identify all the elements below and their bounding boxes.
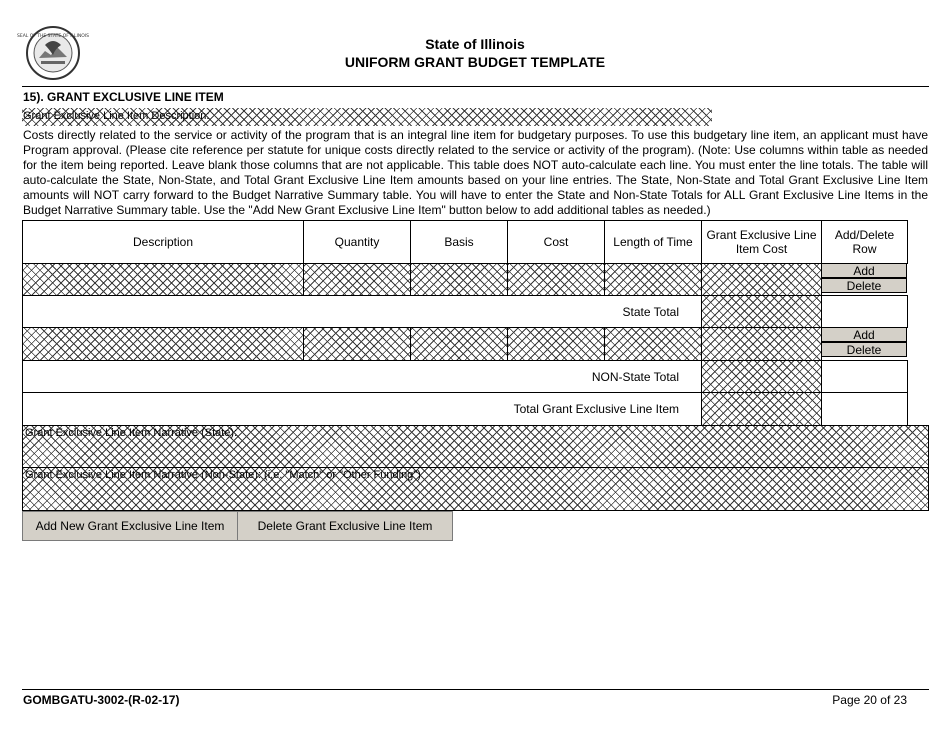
- nonstate-length-input[interactable]: [604, 327, 702, 361]
- state-line-item-cost-input[interactable]: [701, 263, 822, 296]
- state-seal-logo: [16, 25, 90, 81]
- footer-rule: [22, 689, 929, 690]
- state-total-label: State Total: [22, 295, 702, 328]
- form-id: GOMBGATU-3002-(R-02-17): [23, 693, 180, 707]
- grand-total-label: Total Grant Exclusive Line Item: [22, 392, 702, 426]
- description-field-label: Grant Exclusive Line Item Description:: [23, 110, 210, 122]
- state-heading: State of Illinois: [425, 36, 525, 52]
- seal-text: SEAL OF THE STATE OF ILLINOIS: [16, 34, 90, 39]
- nonstate-cost-input[interactable]: [507, 327, 605, 361]
- state-add-row-button[interactable]: Add: [821, 263, 907, 278]
- state-narrative-label: Grant Exclusive Line Item Narrative (State):: [25, 427, 238, 439]
- nonstate-narrative-input[interactable]: [22, 467, 929, 511]
- add-new-line-item-button[interactable]: Add New Grant Exclusive Line Item: [22, 511, 238, 541]
- state-description-input[interactable]: [22, 263, 304, 296]
- nonstate-total-value: [701, 360, 822, 393]
- state-narrative-input[interactable]: [22, 425, 929, 468]
- grand-total-empty-cell: [821, 392, 908, 426]
- state-cost-input[interactable]: [507, 263, 605, 296]
- nonstate-total-label: NON-State Total: [22, 360, 702, 393]
- nonstate-quantity-input[interactable]: [303, 327, 411, 361]
- col-header-add-delete: Add/Delete Row: [821, 220, 908, 264]
- col-header-basis: Basis: [410, 220, 508, 264]
- col-header-quantity: Quantity: [303, 220, 411, 264]
- nonstate-total-empty-cell: [821, 360, 908, 393]
- nonstate-basis-input[interactable]: [410, 327, 508, 361]
- col-header-length-of-time: Length of Time: [604, 220, 702, 264]
- state-total-value: [701, 295, 822, 328]
- header-rule: [22, 86, 929, 87]
- nonstate-delete-row-button[interactable]: Delete: [821, 342, 907, 357]
- state-quantity-input[interactable]: [303, 263, 411, 296]
- nonstate-narrative-label: Grant Exclusive Line Item Narrative (Non-State): (i.e. "Match" or "Other Funding"): [25, 469, 421, 481]
- nonstate-description-input[interactable]: [22, 327, 304, 361]
- state-length-input[interactable]: [604, 263, 702, 296]
- state-delete-row-button[interactable]: Delete: [821, 278, 907, 293]
- template-title: UNIFORM GRANT BUDGET TEMPLATE: [344, 54, 606, 70]
- nonstate-line-item-cost-input[interactable]: [701, 327, 822, 361]
- grand-total-value: [701, 392, 822, 426]
- instructions-text: Costs directly related to the service or activity of the program that is an integral line item for budgetary purposes. To use this budgetary line item, an applicant must have Program approval. (Please cite reference per statute for unique costs directly related to the service or activity of the program). (Note: Use columns within table as needed for the item being reported. Leave blank those columns that are not applicable. This table does NOT auto-calculate each line. You must enter the line totals. The table will auto-calculate the State, Non-State, and Total Grant Exclusive Line Item amounts based on your line entries. The State, Non-State and Total Grant Exclusive Line Item amounts will NOT carry forward to the Budget Narrative Summary table. You will have to enter the State and Non-State Totals for ALL Grant Exclusive Line Items in the Budget Narrative Summary table. Use the "Add New Grant Exclusive Line Item" button below to add additional tables as needed.): [23, 128, 928, 217]
- state-total-empty-cell: [821, 295, 908, 328]
- page-number: Page 20 of 23: [832, 693, 907, 707]
- state-basis-input[interactable]: [410, 263, 508, 296]
- col-header-cost: Cost: [507, 220, 605, 264]
- description-input[interactable]: [22, 108, 712, 126]
- col-header-line-item-cost: Grant Exclusive Line Item Cost: [701, 220, 822, 264]
- nonstate-add-row-button[interactable]: Add: [821, 327, 907, 342]
- section-title: 15). GRANT EXCLUSIVE LINE ITEM: [23, 90, 224, 104]
- delete-line-item-button[interactable]: Delete Grant Exclusive Line Item: [237, 511, 453, 541]
- col-header-description: Description: [22, 220, 304, 264]
